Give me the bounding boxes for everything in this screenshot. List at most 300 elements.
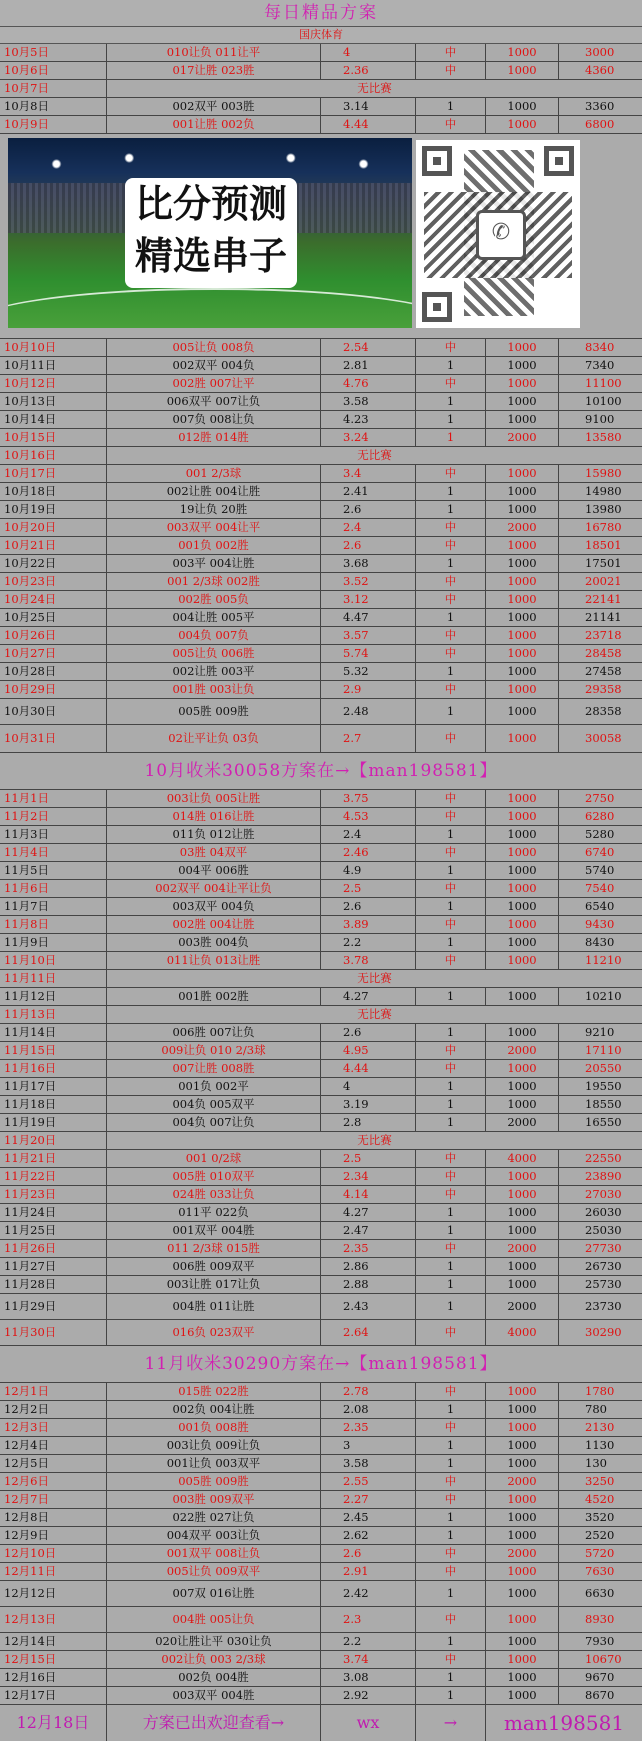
row-date: 11月15日 [0, 1042, 107, 1059]
row-total: 27458 [585, 664, 622, 678]
row-odds: 2.62 [321, 1527, 416, 1544]
row-stake: 1000 [486, 1258, 559, 1275]
row-date: 12月10日 [0, 1545, 107, 1562]
row-total: 780 [585, 1402, 607, 1416]
table-row [0, 898, 642, 916]
row-odds: 4.76 [321, 375, 416, 392]
row-odds: 4 [321, 1078, 416, 1095]
row-pick: 024胜 033让负 [107, 1186, 321, 1203]
row-date: 11月1日 [0, 790, 107, 807]
table-row [0, 1078, 642, 1096]
row-total: 30058 [585, 731, 622, 745]
table-row [0, 339, 642, 357]
row-stake: 1000 [486, 645, 559, 662]
row-date: 10月8日 [0, 98, 107, 115]
row-odds: 2.41 [321, 483, 416, 500]
row-result: 中 [416, 880, 486, 897]
row-date: 10月24日 [0, 591, 107, 608]
row-result: 中 [416, 1042, 486, 1059]
row-date: 10月25日 [0, 609, 107, 626]
row-odds: 2.36 [321, 62, 416, 79]
row-total: 17110 [585, 1043, 622, 1057]
row-date: 11月5日 [0, 862, 107, 879]
pitch-line [8, 288, 412, 328]
row-pick: 010让负 011让平 [107, 44, 321, 61]
row-pick: 005胜 009胜 [107, 699, 321, 724]
row-odds: 4.27 [321, 988, 416, 1005]
row-result: 中 [416, 44, 486, 61]
row-stake: 1000 [486, 898, 559, 915]
row-date: 11月7日 [0, 898, 107, 915]
row-stake: 2000 [486, 1545, 559, 1562]
row-result: 1 [416, 826, 486, 843]
row-date: 11月20日 [0, 1132, 107, 1149]
floodlights [8, 146, 412, 176]
row-total: 26730 [585, 1259, 622, 1273]
row-pick: 002胜 004让胜 [107, 916, 321, 933]
table-row [0, 411, 642, 429]
row-pick: 002胜 005负 [107, 591, 321, 608]
table-row [0, 1204, 642, 1222]
row-pick: 004让胜 005平 [107, 609, 321, 626]
row-date: 11月19日 [0, 1114, 107, 1131]
row-stake: 1000 [486, 393, 559, 410]
page-subtitle: 国庆体育 [0, 27, 642, 44]
row-odds: 3.89 [321, 916, 416, 933]
row-date: 10月16日 [0, 447, 107, 464]
row-odds: 3.08 [321, 1669, 416, 1686]
qr-code[interactable] [416, 140, 580, 328]
row-odds: 2.2 [321, 934, 416, 951]
row-total: 3360 [585, 99, 615, 113]
row-pick: 007负 008让负 [107, 411, 321, 428]
row-result: 1 [416, 663, 486, 680]
row-stake: 2000 [486, 1114, 559, 1131]
row-date: 12月8日 [0, 1509, 107, 1526]
row-date: 11月16日 [0, 1060, 107, 1077]
table-row [0, 1132, 642, 1150]
row-stake: 1000 [486, 1401, 559, 1418]
row-date: 10月5日 [0, 44, 107, 61]
row-result: 中 [416, 1150, 486, 1167]
row-stake: 1000 [486, 844, 559, 861]
row-date: 12月15日 [0, 1651, 107, 1668]
row-date: 11月29日 [0, 1294, 107, 1319]
row-total: 15980 [585, 466, 622, 480]
row-result: 中 [416, 1419, 486, 1436]
row-date: 11月24日 [0, 1204, 107, 1221]
row-odds: 4.9 [321, 862, 416, 879]
row-stake: 1000 [486, 1581, 559, 1606]
row-total: 5280 [585, 827, 615, 841]
row-pick: 001让胜 002负 [107, 116, 321, 133]
table-row [0, 1258, 642, 1276]
row-total: 4520 [585, 1492, 615, 1506]
row-date: 11月12日 [0, 988, 107, 1005]
row-stake: 2000 [486, 1240, 559, 1257]
row-pick: 003双平 004负 [107, 898, 321, 915]
row-odds: 2.86 [321, 1258, 416, 1275]
row-odds: 2.64 [321, 1320, 416, 1345]
row-stake: 1000 [486, 375, 559, 392]
row-odds: 2.7 [321, 725, 416, 752]
row-stake: 1000 [486, 725, 559, 752]
row-pick: 005让负 008负 [107, 339, 321, 356]
row-result: 中 [416, 1473, 486, 1490]
row-odds: 2.55 [321, 1473, 416, 1490]
row-odds: 2.4 [321, 826, 416, 843]
row-date: 12月5日 [0, 1455, 107, 1472]
row-result: 中 [416, 1168, 486, 1185]
row-odds: 3.52 [321, 573, 416, 590]
row-result: 1 [416, 1509, 486, 1526]
row-stake: 1000 [486, 880, 559, 897]
row-result: 中 [416, 465, 486, 482]
table-row [0, 465, 642, 483]
row-pick: 003胜 009双平 [107, 1491, 321, 1508]
row-pick: 002让负 003 2/3球 [107, 1651, 321, 1668]
table-row [0, 1491, 642, 1509]
row-total: 9100 [585, 412, 615, 426]
row-date: 12月9日 [0, 1527, 107, 1544]
row-date: 12月2日 [0, 1401, 107, 1418]
row-pick: 002负 004胜 [107, 1669, 321, 1686]
row-result: 1 [416, 1078, 486, 1095]
row-date: 11月13日 [0, 1006, 107, 1023]
row-total: 23718 [585, 628, 622, 642]
row-odds: 2.35 [321, 1240, 416, 1257]
row-odds: 3.68 [321, 555, 416, 572]
row-total: 3250 [585, 1474, 615, 1488]
row-result: 1 [416, 1276, 486, 1293]
row-odds: 2.3 [321, 1607, 416, 1632]
row-result: 1 [416, 1401, 486, 1418]
row-result: 1 [416, 1096, 486, 1113]
row-result: 中 [416, 339, 486, 356]
row-pick: 006胜 007让负 [107, 1024, 321, 1041]
row-pick: 012胜 014胜 [107, 429, 321, 446]
row-total: 21141 [585, 610, 622, 624]
row-odds: 3.57 [321, 627, 416, 644]
row-pick: 007让胜 008胜 [107, 1060, 321, 1077]
row-pick: 004胜 005让负 [107, 1607, 321, 1632]
row-stake: 1000 [486, 916, 559, 933]
row-odds: 3.74 [321, 1651, 416, 1668]
row-result: 中 [416, 1240, 486, 1257]
row-stake: 1000 [486, 537, 559, 554]
table-row [0, 1294, 642, 1320]
row-date: 10月30日 [0, 699, 107, 724]
row-pick: 001负 002平 [107, 1078, 321, 1095]
row-odds: 3.19 [321, 1096, 416, 1113]
row-total: 8930 [585, 1612, 615, 1626]
row-total: 13980 [585, 502, 622, 516]
row-odds: 2.35 [321, 1419, 416, 1436]
row-stake: 1000 [486, 862, 559, 879]
banner-line1: 比分预测 [134, 182, 287, 226]
row-total: 30290 [585, 1325, 622, 1339]
row-total: 4360 [585, 63, 615, 77]
row-total: 16550 [585, 1115, 622, 1129]
row-stake: 1000 [486, 1437, 559, 1454]
row-odds: 3.75 [321, 790, 416, 807]
row-stake: 2000 [486, 1294, 559, 1319]
banner-line2: 精选串子 [134, 234, 287, 278]
row-date: 12月12日 [0, 1581, 107, 1606]
row-date: 11月10日 [0, 952, 107, 969]
row-total: 20550 [585, 1061, 622, 1075]
row-pick: 03胜 04双平 [107, 844, 321, 861]
row-result: 1 [416, 988, 486, 1005]
qr-finder-top-left [422, 146, 452, 176]
table-row [0, 1222, 642, 1240]
row-odds: 2.4 [321, 519, 416, 536]
table-row [0, 1320, 642, 1346]
row-odds: 2.8 [321, 1114, 416, 1131]
row-stake: 1000 [486, 627, 559, 644]
row-total: 18501 [585, 538, 622, 552]
row-pick: 001胜 002胜 [107, 988, 321, 1005]
row-pick: 004双平 003让负 [107, 1527, 321, 1544]
row-result: 中 [416, 537, 486, 554]
row-odds: 2.34 [321, 1168, 416, 1185]
row-stake: 1000 [486, 826, 559, 843]
row-odds: 4.27 [321, 1204, 416, 1221]
row-date: 12月6日 [0, 1473, 107, 1490]
row-result: 中 [416, 627, 486, 644]
row-result: 中 [416, 1320, 486, 1345]
table-row [0, 537, 642, 555]
row-pick: 003平 004让胜 [107, 555, 321, 572]
row-stake: 1000 [486, 357, 559, 374]
row-date: 11月2日 [0, 808, 107, 825]
table-row [0, 1437, 642, 1455]
table-row [0, 725, 642, 753]
row-odds: 2.2 [321, 1633, 416, 1650]
table-row [0, 880, 642, 898]
row-stake: 1000 [486, 483, 559, 500]
row-total: 2750 [585, 791, 615, 805]
row-odds: 2.6 [321, 537, 416, 554]
row-no-match: 无比赛 [357, 1133, 392, 1147]
row-no-match: 无比赛 [357, 448, 392, 462]
table-row [0, 1114, 642, 1132]
table-row [0, 555, 642, 573]
row-odds: 5.32 [321, 663, 416, 680]
row-stake: 4000 [486, 1320, 559, 1345]
row-total: 20021 [585, 574, 622, 588]
row-pick: 001让负 003双平 [107, 1455, 321, 1472]
row-odds: 4.14 [321, 1186, 416, 1203]
row-odds: 5.74 [321, 645, 416, 662]
row-date: 10月13日 [0, 393, 107, 410]
row-stake: 1000 [486, 1204, 559, 1221]
page-title: 每日精品方案 [0, 0, 642, 27]
row-pick: 004平 006胜 [107, 862, 321, 879]
row-result: 1 [416, 1581, 486, 1606]
row-total: 8670 [585, 1688, 615, 1702]
table-row [0, 1419, 642, 1437]
row-stake: 1000 [486, 808, 559, 825]
row-date: 10月7日 [0, 80, 107, 97]
table-row [0, 116, 642, 134]
row-total: 17501 [585, 556, 622, 570]
row-pick: 011让负 013让胜 [107, 952, 321, 969]
row-pick: 001双平 004胜 [107, 1222, 321, 1239]
row-stake: 1000 [486, 1509, 559, 1526]
row-total: 6280 [585, 809, 615, 823]
row-stake: 1000 [486, 1669, 559, 1686]
table-row [0, 573, 642, 591]
table-row [0, 1060, 642, 1078]
row-total: 28358 [585, 704, 622, 718]
row-date: 11月11日 [0, 970, 107, 987]
row-pick: 022胜 027让负 [107, 1509, 321, 1526]
row-result: 中 [416, 1545, 486, 1562]
row-stake: 1000 [486, 609, 559, 626]
row-pick: 002让胜 003平 [107, 663, 321, 680]
row-total: 27030 [585, 1187, 622, 1201]
table-row [0, 62, 642, 80]
row-pick: 003让负 005让胜 [107, 790, 321, 807]
table-row [0, 80, 642, 98]
row-result: 中 [416, 1607, 486, 1632]
row-pick: 009让负 010 2/3球 [107, 1042, 321, 1059]
row-odds: 2.46 [321, 844, 416, 861]
row-result: 1 [416, 1687, 486, 1704]
row-stake: 1000 [486, 1096, 559, 1113]
row-result: 中 [416, 844, 486, 861]
row-total: 18550 [585, 1097, 622, 1111]
row-pick: 02让平让负 03负 [107, 725, 321, 752]
row-date: 10月20日 [0, 519, 107, 536]
row-odds: 2.6 [321, 1024, 416, 1041]
row-pick: 014胜 016让胜 [107, 808, 321, 825]
row-stake: 1000 [486, 1491, 559, 1508]
row-stake: 1000 [486, 555, 559, 572]
row-date: 11月18日 [0, 1096, 107, 1113]
row-odds: 4.47 [321, 609, 416, 626]
row-no-match: 无比赛 [357, 81, 392, 95]
row-odds: 2.48 [321, 699, 416, 724]
row-pick: 015胜 022胜 [107, 1383, 321, 1400]
row-odds: 2.42 [321, 1581, 416, 1606]
row-date: 11月27日 [0, 1258, 107, 1275]
row-result: 1 [416, 1294, 486, 1319]
row-result: 中 [416, 681, 486, 698]
row-odds: 4.44 [321, 116, 416, 133]
row-stake: 1000 [486, 465, 559, 482]
row-pick: 002胜 007让平 [107, 375, 321, 392]
row-total: 6740 [585, 845, 615, 859]
stadium-image [8, 138, 412, 328]
row-date: 11月25日 [0, 1222, 107, 1239]
row-result: 中 [416, 1651, 486, 1668]
row-total: 23890 [585, 1169, 622, 1183]
row-total: 26030 [585, 1205, 622, 1219]
footer-contact-id[interactable]: man198581 [503, 1711, 625, 1735]
row-date: 10月14日 [0, 411, 107, 428]
row-result: 1 [416, 1455, 486, 1472]
row-stake: 4000 [486, 1150, 559, 1167]
row-date: 10月15日 [0, 429, 107, 446]
row-total: 7930 [585, 1634, 615, 1648]
row-pick: 001 0/2球 [107, 1150, 321, 1167]
table-row [0, 663, 642, 681]
row-date: 12月13日 [0, 1607, 107, 1632]
table-row [0, 826, 642, 844]
row-odds: 3.58 [321, 1455, 416, 1472]
row-result: 1 [416, 1669, 486, 1686]
row-total: 2520 [585, 1528, 615, 1542]
row-result: 1 [416, 1222, 486, 1239]
table-group-oct [0, 339, 642, 790]
row-stake: 1000 [486, 44, 559, 61]
row-total: 25730 [585, 1277, 622, 1291]
promo-banner: 11月收米30290方案在→【man198581】 [0, 1346, 642, 1383]
row-pick: 19让负 20胜 [107, 501, 321, 518]
table-row [0, 609, 642, 627]
row-date: 10月26日 [0, 627, 107, 644]
row-date: 10月23日 [0, 573, 107, 590]
row-result: 中 [416, 519, 486, 536]
row-pick: 003让负 009让负 [107, 1437, 321, 1454]
row-pick: 004负 005双平 [107, 1096, 321, 1113]
row-odds: 2.5 [321, 880, 416, 897]
row-odds: 2.5 [321, 1150, 416, 1167]
table-row [0, 375, 642, 393]
row-total: 22141 [585, 592, 622, 606]
table-row [0, 808, 642, 826]
row-result: 1 [416, 98, 486, 115]
row-result: 中 [416, 116, 486, 133]
row-total: 14980 [585, 484, 622, 498]
row-stake: 2000 [486, 429, 559, 446]
row-date: 11月6日 [0, 880, 107, 897]
table-row [0, 429, 642, 447]
row-odds: 3.58 [321, 393, 416, 410]
row-odds: 3.78 [321, 952, 416, 969]
row-total: 6800 [585, 117, 615, 131]
table-row [0, 1473, 642, 1491]
row-date: 11月4日 [0, 844, 107, 861]
table-row [0, 1669, 642, 1687]
row-date: 12月4日 [0, 1437, 107, 1454]
row-pick: 005胜 009胜 [107, 1473, 321, 1490]
table-group-oct-early [0, 44, 642, 134]
row-odds: 2.91 [321, 1563, 416, 1580]
row-total: 16780 [585, 520, 622, 534]
table-row [0, 699, 642, 725]
row-stake: 1000 [486, 952, 559, 969]
row-result: 1 [416, 1114, 486, 1131]
table-row [0, 1401, 642, 1419]
row-odds: 2.6 [321, 1545, 416, 1562]
row-pick: 001负 002胜 [107, 537, 321, 554]
row-date: 12月3日 [0, 1419, 107, 1436]
row-odds: 4.23 [321, 411, 416, 428]
row-odds: 2.47 [321, 1222, 416, 1239]
row-stake: 1000 [486, 1276, 559, 1293]
row-result: 1 [416, 1633, 486, 1650]
row-date: 12月17日 [0, 1687, 107, 1704]
row-date: 10月9日 [0, 116, 107, 133]
table-row [0, 519, 642, 537]
row-total: 28458 [585, 646, 622, 660]
table-row [0, 844, 642, 862]
row-stake: 1000 [486, 1651, 559, 1668]
row-pick: 002负 004让胜 [107, 1401, 321, 1418]
